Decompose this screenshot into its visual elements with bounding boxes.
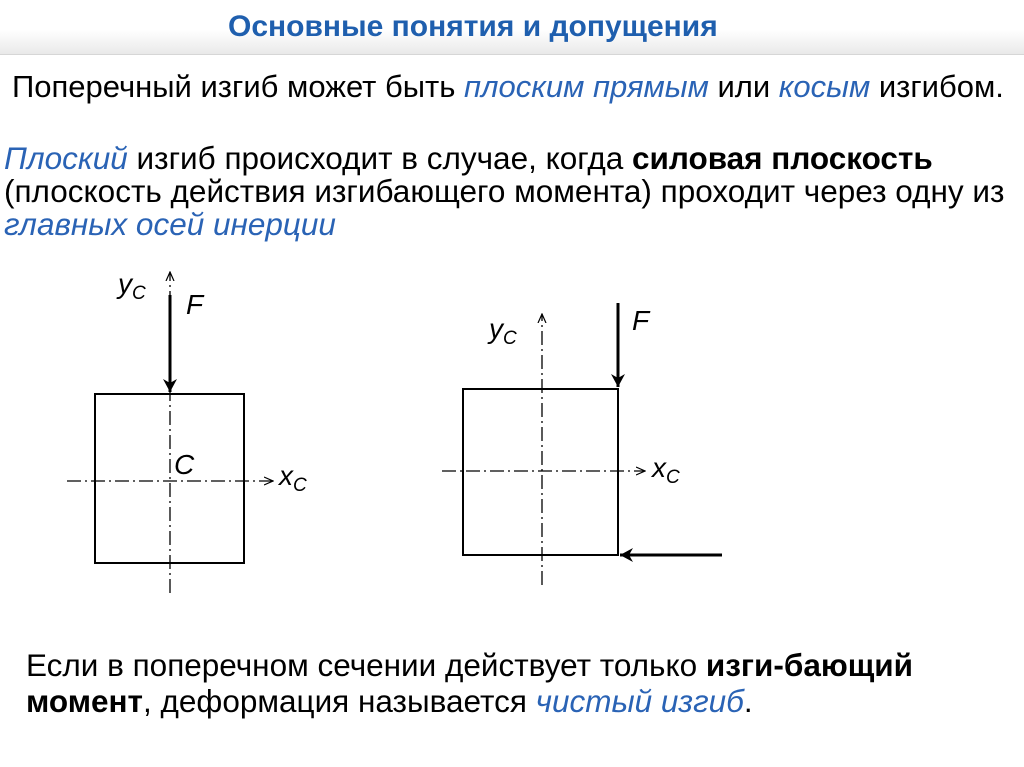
figure-left (67, 268, 307, 593)
centroid-label: C (174, 449, 195, 480)
y-axis-label: $y_C$ (118, 268, 146, 304)
text-span: изгиб происходит в случае, когда (127, 140, 632, 176)
x-axis-label: $x_C$ (652, 452, 680, 488)
force-label: F (632, 305, 650, 336)
x-axis-label: $x_C$ (279, 460, 307, 496)
text-span: , деформация называется (143, 683, 536, 719)
term-plane-straight: плоским прямым (463, 69, 709, 104)
text-span: (плоскость действия изгибающего момента) проходит через одну из (4, 173, 1005, 209)
term-force-plane: силовая плоскость (631, 140, 933, 176)
term-oblique: косым (778, 69, 871, 104)
text-span: Поперечный изгиб может быть (12, 69, 464, 104)
text-span: Если в поперечном сечении действует только (26, 647, 706, 683)
y-axis-label: $y_C$ (489, 313, 517, 349)
term-bending-moment: изги-бающий момент (26, 647, 914, 719)
term-plane: Плоский (4, 140, 128, 176)
text-span: . (743, 683, 753, 719)
text-span: или (708, 69, 779, 104)
term-pure-bending: чистый изгиб (535, 683, 744, 719)
figure-right (442, 303, 722, 585)
text-span: изгибом. (870, 69, 1004, 104)
cross-section-rect (463, 389, 618, 555)
term-principal-axes: главных осей инерции (4, 206, 336, 242)
slide-title: Основные понятия и допущения (228, 10, 718, 43)
paragraph-pure-bending (26, 647, 1021, 719)
force-label: F (186, 289, 204, 320)
